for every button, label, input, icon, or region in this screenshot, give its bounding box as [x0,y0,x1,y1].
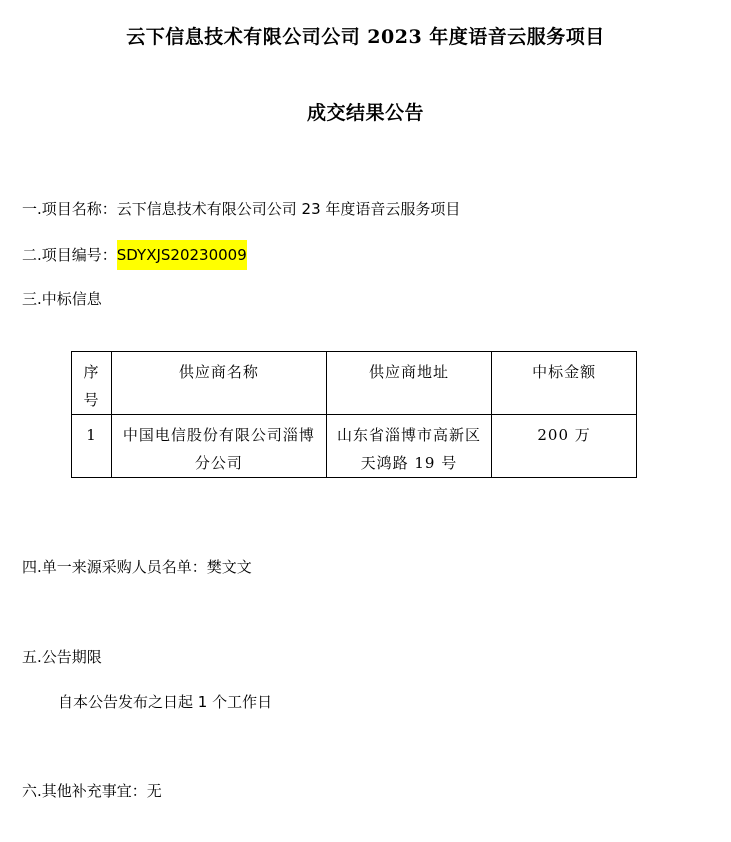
cell-amount: 200 万 [492,415,637,478]
project-number-label: 二.项目编号： [22,246,117,264]
buyer-staff-line [22,556,252,577]
project-number-line [22,244,247,265]
header-supplier-address: 供应商地址 [326,352,491,415]
table-header-row [72,352,637,415]
project-name-value: 云下信息技术有限公司公司 23 年度语音云服务项目 [116,200,461,218]
notice-period-heading: 五.公告期限 [22,648,102,666]
project-name-line [22,198,460,219]
cell-supplier-name: 中国电信股份有限公司淄博分公司 [112,415,327,478]
buyer-staff-value: 樊文文 [206,558,252,576]
project-name-label: 一.项目名称： [22,200,117,218]
buyer-staff-label: 四.单一来源采购人员名单： [22,558,207,576]
other-matters-line [22,780,162,801]
other-matters-label: 六.其他补充事宜： [22,782,147,800]
table-row [72,415,637,478]
cell-no: 1 [72,415,112,478]
document-subtitle: 成交结果公告 [306,102,424,124]
award-info-heading: 三.中标信息 [22,290,102,308]
cell-supplier-address: 山东省淄博市高新区天鸿路 19 号 [326,415,491,478]
other-matters-value: 无 [146,782,162,800]
document-title: 云下信息技术有限公司公司 2023 年度语音云服务项目 [126,26,605,48]
notice-period-value: 自本公告发布之日起 1 个工作日 [58,693,273,711]
header-supplier-name: 供应商名称 [112,352,327,415]
award-table [71,351,637,478]
header-no: 序号 [72,352,112,415]
header-amount: 中标金额 [492,352,637,415]
project-number-value: SDYXJS20230009 [117,240,247,270]
